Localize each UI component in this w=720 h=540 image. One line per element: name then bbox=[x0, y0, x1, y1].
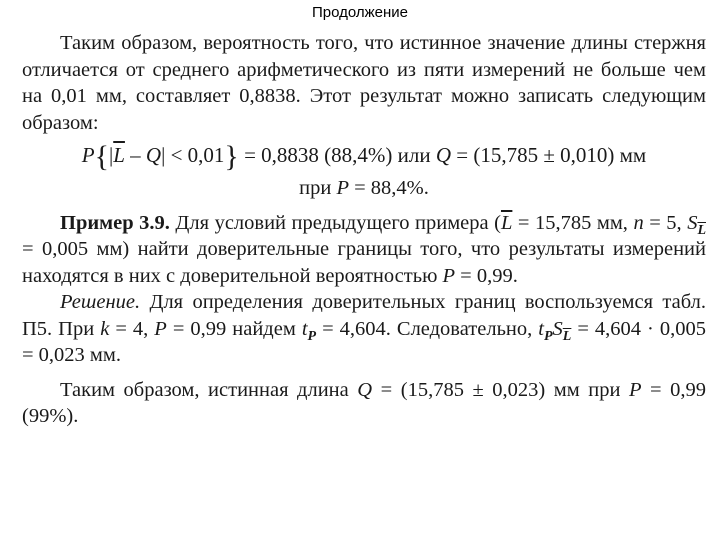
solution-text-c: = 0,99 найдем bbox=[166, 317, 302, 340]
example-L-mean: $\overline{L}$ bbox=[500, 211, 513, 234]
paragraph-solution bbox=[22, 289, 706, 369]
document-body bbox=[22, 30, 706, 430]
conclusion-text-c: = 0,99 (99%). bbox=[22, 378, 707, 427]
solution-S: S bbox=[552, 317, 563, 340]
conclusion-Q: Q bbox=[357, 378, 373, 401]
solution-t: t bbox=[301, 317, 308, 340]
solution-k: k bbox=[100, 317, 110, 340]
abs-bar-left: | bbox=[109, 143, 114, 167]
formula-probability bbox=[22, 139, 706, 173]
formula-value: = 0,8838 (88,4%) или bbox=[238, 143, 436, 167]
abs-bar-right: | bbox=[161, 143, 166, 167]
example-text-d: = 0,005 мм) найти доверительные границы того, что результаты измерений находятся в них с доверительной вероятностью bbox=[22, 238, 706, 287]
solution-S-sub: L bbox=[562, 328, 572, 344]
solution-text-a: Для определения доверительных границ воспользуемся табл. П5. При bbox=[22, 291, 706, 340]
page-header-title: Продолжение bbox=[311, 4, 409, 21]
conclusion-text-b: = (15,785 ± 0,023) мм при bbox=[372, 378, 629, 401]
example-P: P bbox=[442, 264, 456, 287]
solution-t2: t bbox=[538, 317, 544, 340]
formula-Q: Q bbox=[145, 143, 162, 167]
solution-label: Решение. bbox=[60, 291, 141, 313]
example-title: Пример 3.9. bbox=[60, 211, 170, 234]
example-text-b: = 15,785 мм, bbox=[512, 211, 634, 234]
example-text-a: Для условий предыдущего примера ( bbox=[169, 211, 501, 234]
paragraph-intro: Таким образом, вероятность того, что истинное значение длины стержня отличается от среднего арифметического из пяти измерений не больше чем на 0,01 мм, составляет 0,8838. Этот результат можно записать следующим образом: bbox=[22, 32, 706, 134]
left-brace: { bbox=[94, 140, 110, 173]
formula-Q2: Q bbox=[435, 143, 452, 167]
example-text-c: = 5, bbox=[643, 211, 688, 234]
conclusion-P: P bbox=[628, 378, 642, 401]
condition-prefix: при bbox=[299, 177, 337, 199]
formula-P: P bbox=[81, 143, 95, 167]
example-text-e: = 0,99. bbox=[455, 264, 518, 287]
example-n: n bbox=[633, 211, 644, 234]
solution-t2-sub: P bbox=[543, 328, 553, 344]
solution-text-b: = 4, bbox=[109, 317, 155, 340]
formula-inequality: < 0,01 bbox=[165, 143, 225, 167]
condition-value: = 88,4%. bbox=[348, 177, 429, 199]
solution-text-d: = 4,604. Следовательно, bbox=[316, 317, 539, 340]
solution-P: P bbox=[154, 317, 167, 340]
solution-t-sub: P bbox=[307, 328, 317, 344]
conclusion-text-a: Таким образом, истинная длина bbox=[60, 378, 358, 401]
right-brace: } bbox=[224, 140, 239, 173]
condition-P: P bbox=[336, 177, 349, 199]
paragraph-example bbox=[22, 210, 706, 290]
paragraph-conclusion bbox=[22, 377, 706, 430]
formula-result: = (15,785 ± 0,010) мм bbox=[451, 143, 647, 167]
example-S: S bbox=[687, 211, 698, 234]
solution-text-e: = 4,604 · 0,005 = 0,023 мм. bbox=[22, 317, 707, 366]
example-S-sub: L bbox=[697, 222, 706, 238]
formula-L-mean: $\overline{L}$ bbox=[113, 143, 125, 167]
minus-sign: – bbox=[124, 143, 146, 167]
formula-condition bbox=[22, 175, 706, 202]
